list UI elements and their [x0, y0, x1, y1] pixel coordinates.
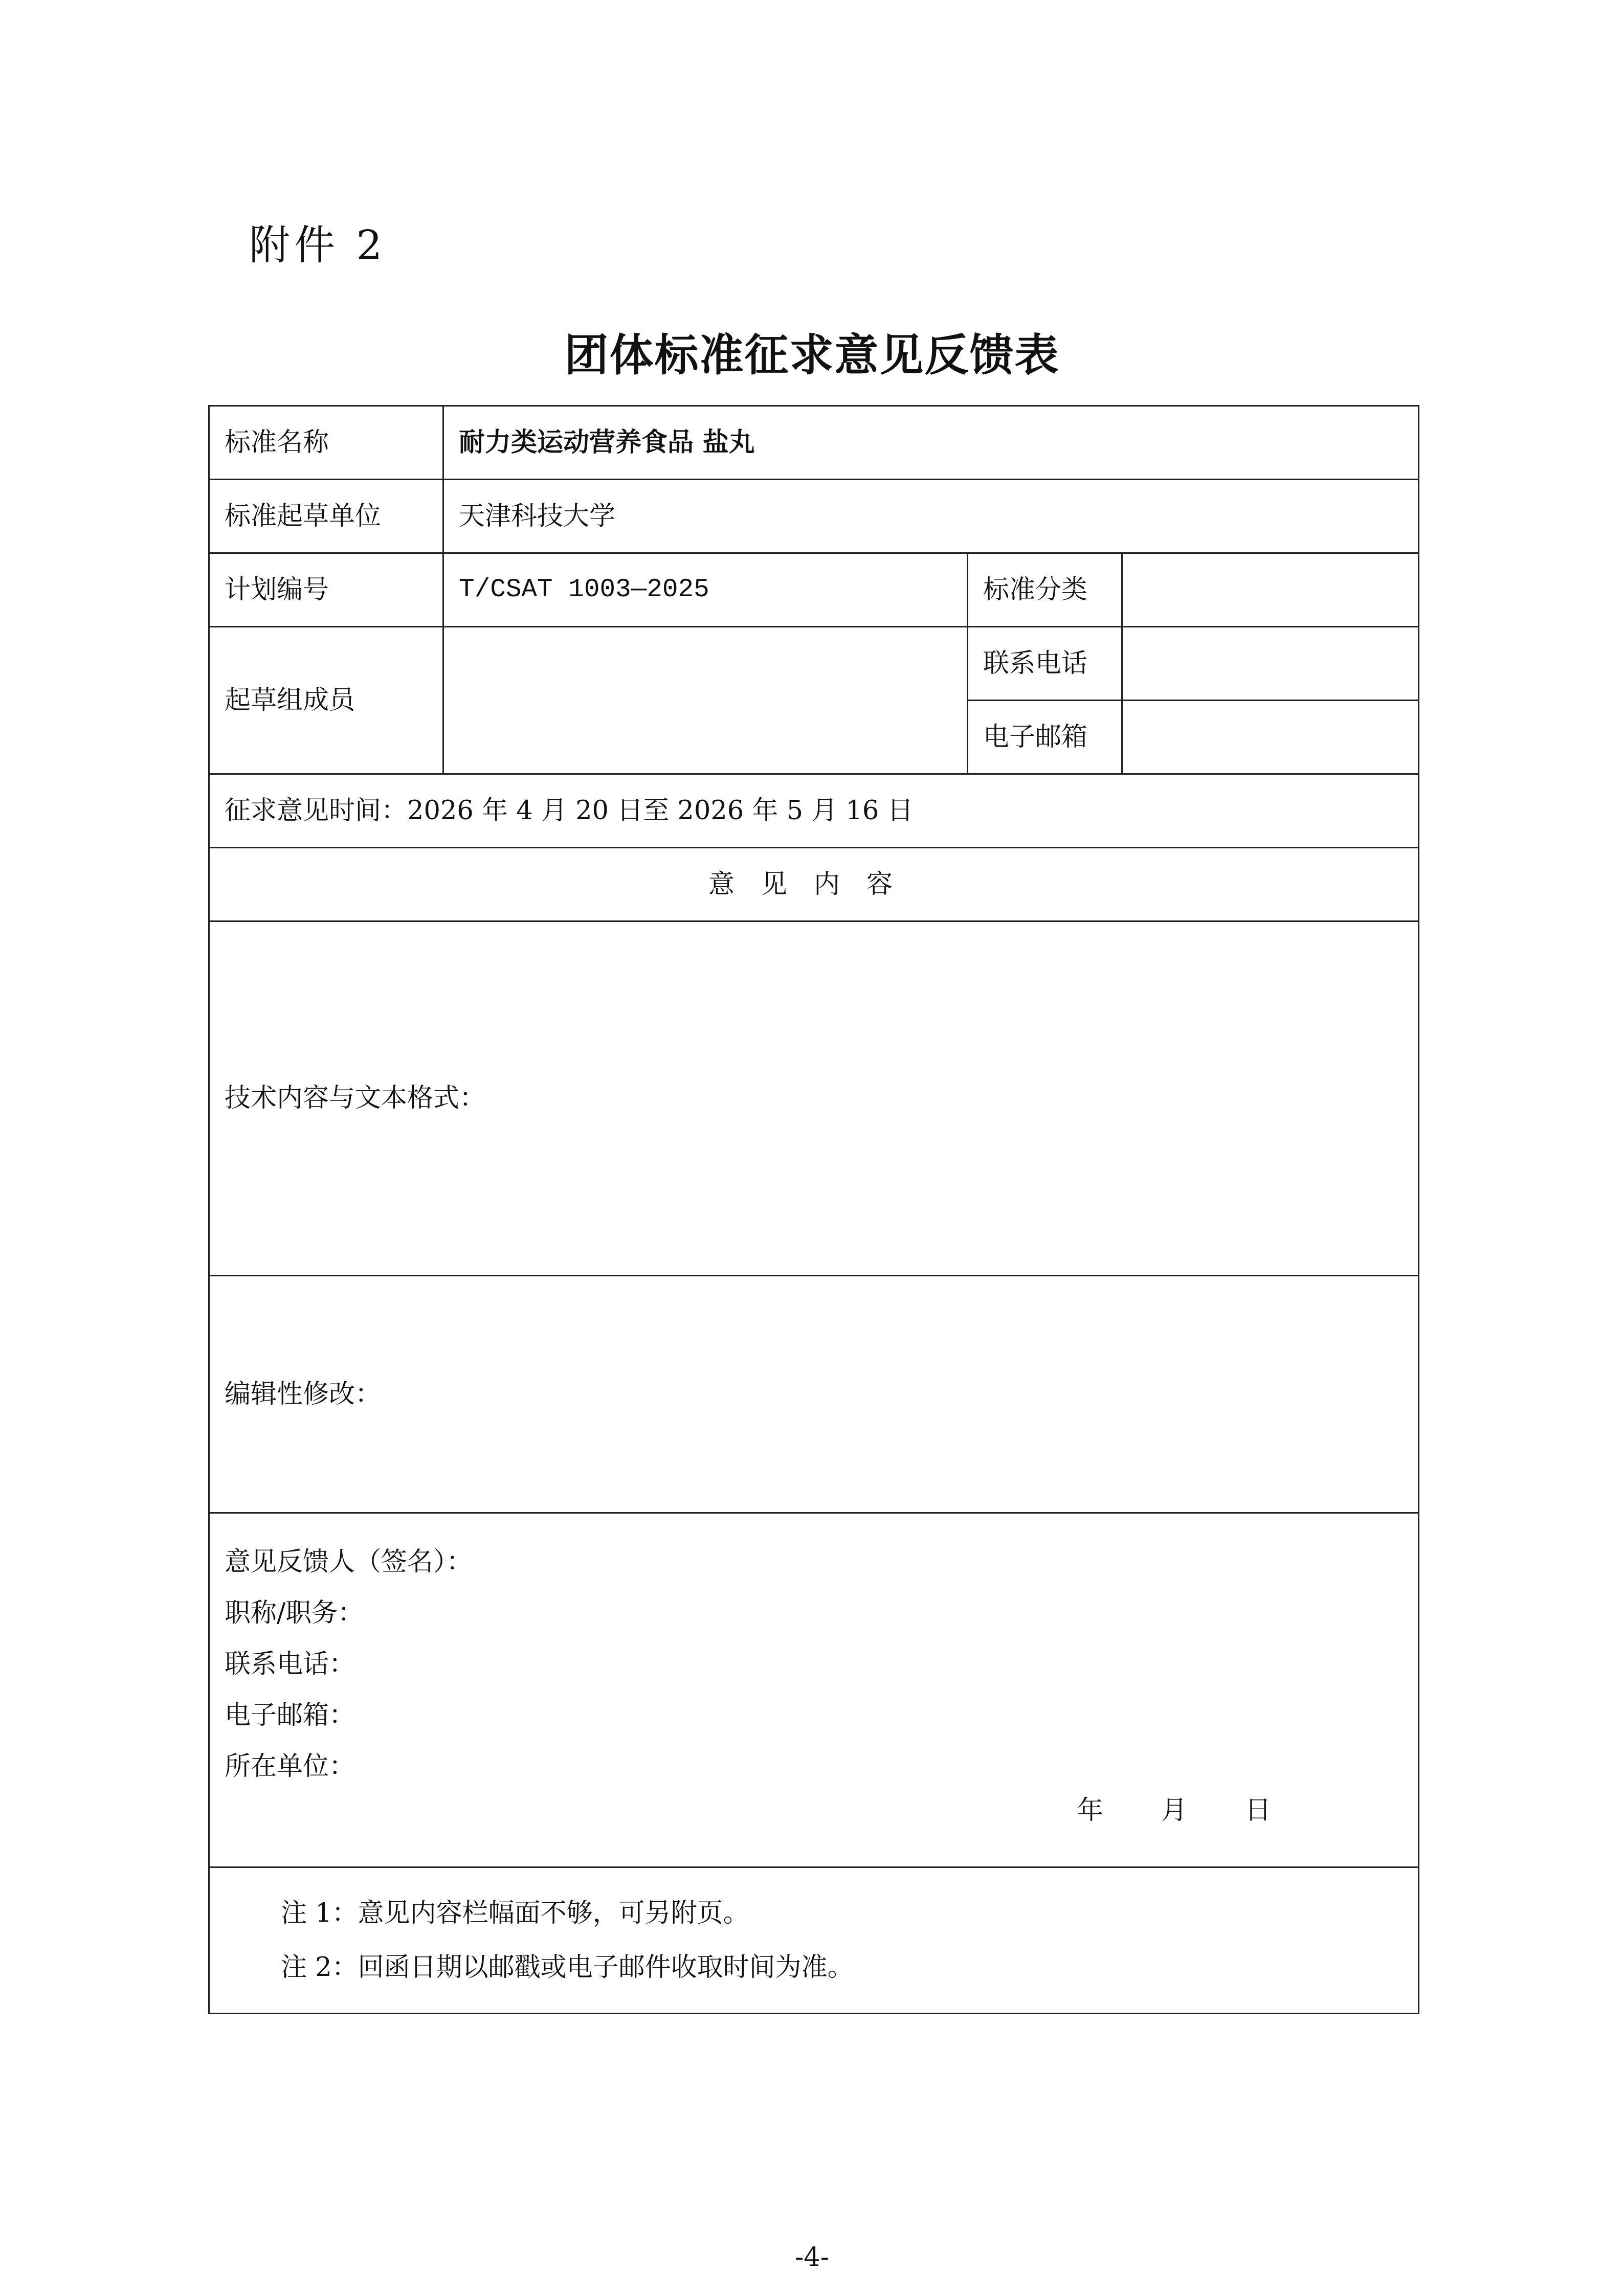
feedback-person-block	[209, 1513, 1419, 1867]
row-opinion-header	[209, 848, 1419, 921]
title-line[interactable]: 职称/职务：	[225, 1598, 364, 1628]
email-label: 电子邮箱	[968, 701, 1122, 774]
row-editorial	[209, 1276, 1419, 1513]
drafting-unit-value: 天津科技大学	[443, 480, 1419, 553]
drafters-value[interactable]	[443, 627, 968, 774]
date-line[interactable]	[225, 1795, 1403, 1826]
drafters-label: 起草组成员	[209, 627, 443, 774]
notes-block	[209, 1867, 1419, 2014]
drafting-unit-label: 标准起草单位	[209, 480, 443, 553]
editorial-label: 编辑性修改：	[225, 1379, 382, 1409]
comment-period: 征求意见时间：2026 年 4 月 20 日至 2026 年 5 月 16 日	[209, 774, 1419, 848]
opinion-header: 意见内容	[209, 848, 1419, 921]
editorial-field[interactable]	[209, 1276, 1419, 1513]
page-number: -4-	[795, 2242, 829, 2272]
row-comment-period	[209, 774, 1419, 848]
feedback-unit-line[interactable]: 所在单位：	[225, 1751, 355, 1782]
row-drafters-phone	[209, 627, 1419, 701]
phone-value[interactable]	[1122, 627, 1419, 701]
signer-line[interactable]: 意见反馈人（签名）：	[225, 1547, 473, 1577]
row-plan-number	[209, 553, 1419, 627]
feedback-phone-line[interactable]: 联系电话：	[225, 1649, 355, 1679]
date-month: 月	[1161, 1795, 1191, 1826]
feedback-email-line[interactable]: 电子邮箱：	[225, 1700, 355, 1730]
form-title: 团体标准征求意见反馈表	[564, 330, 1060, 381]
technical-content-label: 技术内容与文本格式：	[225, 1083, 486, 1114]
row-feedback-person	[209, 1513, 1419, 1867]
row-standard-name	[209, 406, 1419, 480]
category-value[interactable]	[1122, 553, 1419, 627]
row-technical	[209, 921, 1419, 1276]
note-1: 注 1：意见内容栏幅面不够，可另附页。	[281, 1898, 749, 1928]
row-notes	[209, 1867, 1419, 2014]
phone-label: 联系电话	[968, 627, 1122, 701]
note-2: 注 2：回函日期以邮戳或电子邮件收取时间为准。	[281, 1952, 854, 1983]
standard-name-label: 标准名称	[209, 406, 443, 480]
row-drafting-unit	[209, 480, 1419, 553]
date-day: 日	[1245, 1795, 1276, 1826]
plan-number-value: T/CSAT 1003—2025	[443, 553, 968, 627]
email-value[interactable]	[1122, 701, 1419, 774]
category-label: 标准分类	[968, 553, 1122, 627]
standard-name-value: 耐力类运动营养食品 盐丸	[443, 406, 1419, 480]
plan-number-label: 计划编号	[209, 553, 443, 627]
feedback-form-table	[208, 405, 1419, 2014]
date-year: 年	[1077, 1795, 1107, 1826]
technical-content-field[interactable]	[209, 921, 1419, 1276]
attachment-label: 附件 2	[249, 221, 387, 269]
